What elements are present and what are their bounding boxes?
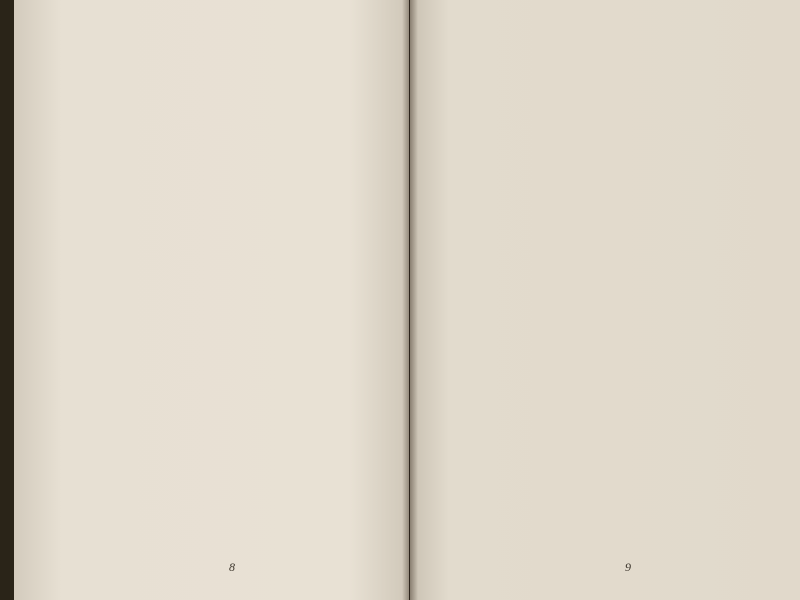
book-cover-edge xyxy=(0,0,14,600)
right-page-number: 9 xyxy=(625,560,631,574)
left-page xyxy=(14,0,409,600)
left-page-number: 8 xyxy=(229,560,235,574)
right-page xyxy=(410,0,800,600)
book-gutter xyxy=(402,0,418,600)
